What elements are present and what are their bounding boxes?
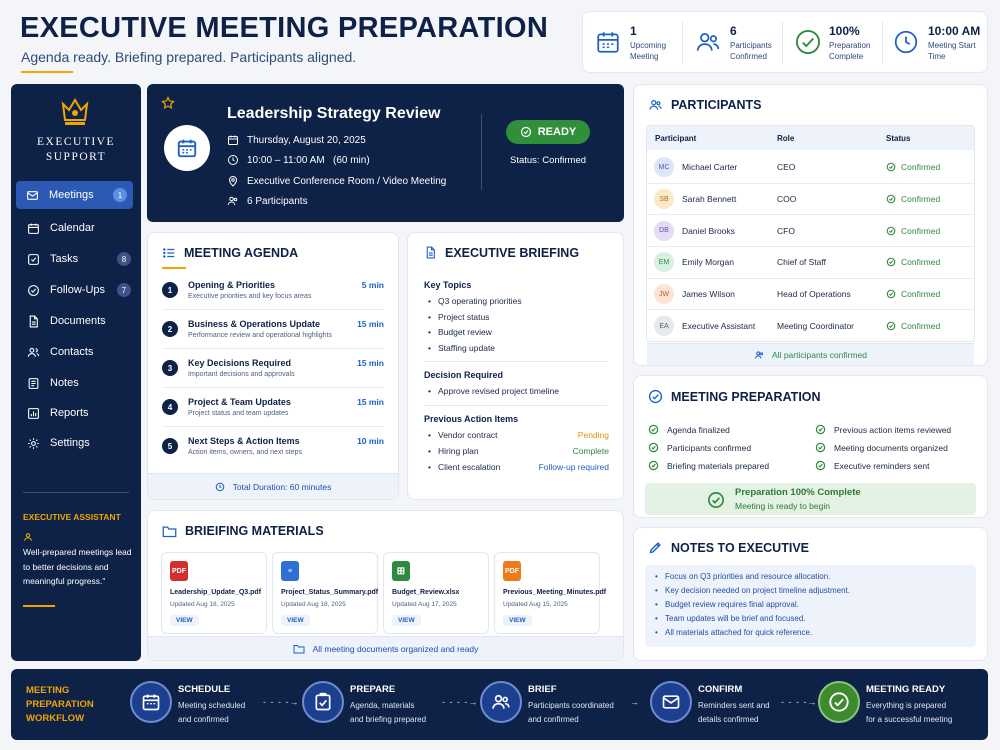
workflow-step-desc: Meeting scheduled and confirmed xyxy=(178,701,246,724)
view-button[interactable]: VIEW xyxy=(170,615,199,626)
file-name: Project_Status_Summary.pdf xyxy=(281,589,379,596)
agenda-title: MEETING AGENDA xyxy=(162,246,298,260)
column-header: Participant xyxy=(655,134,697,143)
item-number: 2 xyxy=(162,321,178,337)
stat-value: 100% xyxy=(829,24,860,38)
check-circle-icon xyxy=(886,226,896,236)
key-topics-heading: Key Topics xyxy=(424,280,472,290)
note-item: • Budget review requires final approval. xyxy=(653,600,968,614)
item-desc: Executive priorities and key focus areas xyxy=(188,293,312,300)
file-updated: Updated Aug 18, 2025 xyxy=(281,601,346,608)
count-badge: 8 xyxy=(117,252,131,266)
meeting-date: Thursday, August 20, 2025 xyxy=(227,134,366,146)
sidebar-item-reports[interactable] xyxy=(17,400,137,426)
check-circle-icon xyxy=(886,321,896,331)
sidebar-item-contacts[interactable] xyxy=(17,339,137,365)
item-title: Next Steps & Action Items xyxy=(188,436,300,446)
workflow-step-title: MEETING READY xyxy=(866,684,946,695)
check-circle-icon xyxy=(27,284,40,297)
preparation-title: MEETING PREPARATION xyxy=(648,389,821,404)
stat-label: Preparation Complete xyxy=(829,41,871,61)
item-desc: Action items, owners, and next steps xyxy=(188,449,302,456)
status-confirmed: Confirmed xyxy=(886,289,940,299)
table-row[interactable] xyxy=(646,215,975,247)
arrow-icon: - - - -→ xyxy=(442,697,479,707)
folder-icon xyxy=(162,525,177,538)
envelope-icon xyxy=(26,189,39,202)
item-number: 5 xyxy=(162,438,178,454)
check-circle-icon xyxy=(815,460,826,471)
participant-role: CEO xyxy=(777,162,796,173)
sidebar-item-meetings[interactable] xyxy=(16,181,133,209)
users-icon xyxy=(227,195,239,207)
sidebar-item-label: Notes xyxy=(50,377,79,389)
check-circle-icon xyxy=(648,460,659,471)
stats-bar xyxy=(582,11,988,73)
file-card[interactable] xyxy=(161,552,267,634)
document-icon xyxy=(424,245,437,260)
item-number: 1 xyxy=(162,282,178,298)
check-circle-icon xyxy=(815,424,826,435)
avatar: SB xyxy=(654,189,674,209)
avatar: EM xyxy=(654,252,674,272)
divider xyxy=(424,361,607,362)
item-desc: Project status and team updates xyxy=(188,410,289,417)
status-text: Complete xyxy=(572,446,609,456)
participant-name: Michael Carter xyxy=(682,162,738,173)
workflow-step-title: SCHEDULE xyxy=(178,684,231,695)
item-duration: 15 min xyxy=(357,397,384,407)
participant-role: Meeting Coordinator xyxy=(777,321,855,332)
item-desc: Performance review and operational highlights xyxy=(188,332,332,339)
table-header xyxy=(647,126,974,150)
note-item: • Focus on Q3 priorities and resource allocation. xyxy=(653,572,968,586)
pdf-icon: PDF xyxy=(170,561,188,581)
stat-label: Upcoming Meeting xyxy=(630,41,667,61)
participant-role: COO xyxy=(777,194,797,205)
participant-role: CFO xyxy=(777,225,795,236)
check-circle-icon xyxy=(648,442,659,453)
sidebar-item-notes[interactable] xyxy=(17,370,137,396)
avatar: JW xyxy=(654,284,674,304)
item-title: Business & Operations Update xyxy=(188,319,321,329)
column-header: Status xyxy=(886,134,911,143)
stat-label: Meeting Start Time xyxy=(928,41,976,61)
title-underline xyxy=(162,267,186,269)
agenda-item[interactable] xyxy=(162,311,384,349)
check-circle-icon xyxy=(815,442,826,453)
view-button[interactable]: VIEW xyxy=(392,615,421,626)
check-circle-icon xyxy=(648,389,663,404)
list-item: • Client escalation Follow-up required xyxy=(424,462,609,478)
table-row[interactable] xyxy=(646,311,975,343)
workflow-step-desc: Agenda, materials and briefing prepared xyxy=(350,701,427,724)
checklist-item: Agenda finalized xyxy=(648,424,730,435)
count-badge: 1 xyxy=(113,188,127,202)
sidebar-item-calendar[interactable] xyxy=(17,215,137,241)
file-name: Budget_Review.xlsx xyxy=(392,589,460,596)
notes-list xyxy=(645,565,976,647)
notes-card xyxy=(633,527,988,661)
calendar-icon xyxy=(27,222,40,235)
stat-value: 6 xyxy=(730,24,737,38)
star-icon[interactable] xyxy=(161,96,175,115)
file-card[interactable] xyxy=(494,552,607,634)
pencil-icon xyxy=(648,540,663,555)
calendar-icon xyxy=(595,29,621,60)
meeting-location: Executive Conference Room / Video Meeting xyxy=(227,175,446,187)
decision-heading: Decision Required xyxy=(424,370,504,380)
stat-value: 10:00 AM xyxy=(928,24,981,38)
avatar: EA xyxy=(654,316,674,336)
participant-role: Chief of Staff xyxy=(777,257,826,268)
briefing-card xyxy=(407,232,624,500)
gear-icon xyxy=(27,437,40,450)
list-item: • Project status xyxy=(424,312,614,328)
sidebar-item-label: Settings xyxy=(50,437,90,449)
check-circle-icon xyxy=(707,491,725,514)
sidebar xyxy=(11,84,141,661)
page-subtitle: Agenda ready. Briefing prepared. Participants aligned. xyxy=(21,49,357,65)
briefing-title: EXECUTIVE BRIEFING xyxy=(424,245,579,260)
previous-list xyxy=(424,430,609,478)
checklist-item: Executive reminders sent xyxy=(815,460,929,471)
file-name: Previous_Meeting_Minutes.pdf xyxy=(503,589,607,596)
item-desc: Important decisions and approvals xyxy=(188,371,295,378)
preparation-complete-banner xyxy=(645,483,976,515)
complete-title: Preparation 100% Complete xyxy=(735,487,861,498)
users-icon xyxy=(695,29,721,60)
view-button[interactable]: VIEW xyxy=(503,615,532,626)
table-row[interactable] xyxy=(646,279,975,311)
workflow-step-desc: Reminders sent and details confirmed xyxy=(698,701,770,724)
check-circle-icon xyxy=(886,194,896,204)
table-row[interactable] xyxy=(646,184,975,216)
divider xyxy=(782,22,783,64)
note-item: • Key decision needed on project timeline adjustment. xyxy=(653,586,968,600)
check-square-icon xyxy=(27,253,40,266)
document-icon xyxy=(27,315,40,328)
file-updated: Updated Aug 17, 2025 xyxy=(392,601,457,608)
agenda-card xyxy=(147,232,399,500)
agenda-item[interactable] xyxy=(162,389,384,427)
check-circle-icon xyxy=(794,28,822,61)
notes-icon xyxy=(27,377,40,390)
page-title: EXECUTIVE MEETING PREPARATION xyxy=(20,12,549,44)
file-card[interactable] xyxy=(383,552,489,634)
count-badge: 7 xyxy=(117,283,131,297)
ready-status-badge: READY xyxy=(506,120,590,144)
key-topics-list xyxy=(424,296,614,358)
check-circle-icon xyxy=(886,289,896,299)
item-title: Key Decisions Required xyxy=(188,358,292,368)
sidebar-item-label: Tasks xyxy=(50,253,79,265)
list-item: • Staffing update xyxy=(424,343,614,359)
preparation-card xyxy=(633,375,988,518)
stat-label: Participants Confirmed xyxy=(730,41,772,61)
item-number: 4 xyxy=(162,399,178,415)
brand-line-1: EXECUTIVE xyxy=(36,136,115,148)
column-header: Role xyxy=(777,134,795,143)
arrow-icon: - - - -→ xyxy=(781,697,818,707)
sidebar-item-label: Follow-Ups xyxy=(50,284,106,296)
users-icon xyxy=(754,350,765,360)
note-item: • All materials attached for quick reference. xyxy=(653,628,968,642)
meeting-time: 10:00 – 11:00 AM (60 min) xyxy=(227,154,370,166)
item-duration: 10 min xyxy=(357,436,384,446)
check-circle-icon xyxy=(648,424,659,435)
sidebar-item-label: Reports xyxy=(50,407,89,419)
doc-icon: ≡ xyxy=(281,561,299,581)
decision-list xyxy=(424,386,614,402)
mail-icon xyxy=(650,681,692,723)
check-circle-icon xyxy=(886,257,896,267)
participants-footer: All participants confirmed xyxy=(647,343,974,365)
folder-icon xyxy=(293,644,305,654)
workflow-step-desc: Participants coordinated and confirmed xyxy=(528,701,614,724)
sidebar-item-follow-ups[interactable] xyxy=(17,277,137,303)
participants-title: PARTICIPANTS xyxy=(648,98,762,112)
clock-icon xyxy=(893,29,919,60)
sidebar-item-documents[interactable] xyxy=(17,308,137,334)
participant-name: Executive Assistant xyxy=(682,321,756,332)
agenda-item[interactable] xyxy=(162,428,384,466)
materials-title: BRIEIFING MATERIALS xyxy=(162,524,324,538)
participants-card xyxy=(633,84,988,366)
assistant-quote: Well-prepared meetings lead to better decisions and meaningful progress." xyxy=(23,547,132,586)
title-underline xyxy=(21,71,73,73)
spreadsheet-icon: ⊞ xyxy=(392,561,410,581)
workflow-step-desc: Everything is prepared for a successful meeting xyxy=(866,701,953,724)
sidebar-item-label: Meetings xyxy=(49,189,94,201)
status-confirmed: Confirmed xyxy=(886,162,940,172)
participant-name: James Wilson xyxy=(682,289,735,300)
calendar-icon xyxy=(227,134,239,146)
crown-logo-icon xyxy=(60,96,90,135)
list-item: • Budget review xyxy=(424,327,614,343)
checklist-item: Previous action items reviewed xyxy=(815,424,951,435)
clock-icon xyxy=(215,482,225,492)
arrow-icon: → xyxy=(630,697,640,707)
workflow-step-title: CONFIRM xyxy=(698,684,743,695)
workflow-label: MEETING PREPARATION WORKFLOW xyxy=(26,685,94,724)
contacts-icon xyxy=(27,346,40,359)
status-text: Follow-up required xyxy=(538,462,609,472)
reports-icon xyxy=(27,407,40,420)
status-confirmed: Confirmed xyxy=(886,226,940,236)
item-duration: 5 min xyxy=(361,280,384,290)
arrow-icon: - - - -→ xyxy=(263,697,300,707)
sidebar-item-label: Contacts xyxy=(50,346,94,358)
materials-footer: All meeting documents organized and ready xyxy=(148,636,623,660)
previous-heading: Previous Action Items xyxy=(424,414,519,424)
item-title: Opening & Priorities xyxy=(188,280,276,290)
item-title: Project & Team Updates xyxy=(188,397,291,407)
workflow-step-title: BRIEF xyxy=(528,684,557,695)
check-circle-icon xyxy=(520,126,532,138)
sidebar-item-label: Calendar xyxy=(50,222,95,234)
stat-value: 1 xyxy=(630,24,637,38)
assistant-title: EXECUTIVE ASSISTANT xyxy=(23,512,121,522)
divider xyxy=(682,22,683,64)
divider xyxy=(23,492,129,493)
complete-subtitle: Meeting is ready to begin xyxy=(735,501,830,511)
clipboard-check-icon xyxy=(302,681,344,723)
divider xyxy=(424,405,607,406)
divider xyxy=(481,114,482,190)
status-confirmed: Confirmed xyxy=(886,321,940,331)
item-number: 3 xyxy=(162,360,178,376)
file-updated: Updated Aug 18, 2025 xyxy=(170,601,235,608)
status-confirmed: Confirmed xyxy=(886,194,940,204)
notes-title: NOTES TO EXECUTIVE xyxy=(648,540,809,555)
calendar-icon xyxy=(130,681,172,723)
status-text: Status: Confirmed xyxy=(510,155,587,166)
brand-line-2: SUPPORT xyxy=(45,151,107,163)
item-duration: 15 min xyxy=(357,358,384,368)
list-item: • Vendor contract Pending xyxy=(424,430,609,446)
agenda-item[interactable] xyxy=(162,272,384,310)
note-item: • Team updates will be brief and focused. xyxy=(653,614,968,628)
item-duration: 15 min xyxy=(357,319,384,329)
calendar-icon xyxy=(164,125,210,171)
view-button[interactable]: VIEW xyxy=(281,615,310,626)
meeting-card xyxy=(147,84,624,222)
avatar: DB xyxy=(654,221,674,241)
agenda-total: Total Duration: 60 minutes xyxy=(148,473,398,499)
checklist-item: Briefing materials prepared xyxy=(648,460,769,471)
list-icon xyxy=(162,246,176,260)
workflow-step-title: PREPARE xyxy=(350,684,396,695)
agenda-item[interactable] xyxy=(162,350,384,388)
participant-name: Emily Morgan xyxy=(682,257,734,268)
users-icon xyxy=(648,98,663,112)
meeting-title: Leadership Strategy Review xyxy=(227,105,441,122)
sidebar-item-tasks[interactable] xyxy=(17,246,137,272)
status-text: Pending xyxy=(577,430,609,440)
status-confirmed: Confirmed xyxy=(886,257,940,267)
file-name: Leadership_Update_Q3.pdf xyxy=(170,589,262,596)
location-pin-icon xyxy=(227,175,239,187)
file-updated: Updated Aug 15, 2025 xyxy=(503,601,568,608)
checklist-item: Participants confirmed xyxy=(648,442,751,453)
avatar: MC xyxy=(654,157,674,177)
file-card[interactable] xyxy=(272,552,378,634)
sidebar-item-label: Documents xyxy=(50,315,106,327)
list-item: • Hiring plan Complete xyxy=(424,446,609,462)
check-circle-icon xyxy=(886,162,896,172)
list-item: • Approve revised project timeline xyxy=(424,386,614,402)
checklist-item: Meeting documents organized xyxy=(815,442,948,453)
meeting-participants: 6 Participants xyxy=(227,195,308,207)
clock-icon xyxy=(227,154,239,166)
participant-name: Sarah Bennett xyxy=(682,194,737,205)
quote-underline xyxy=(23,605,55,607)
participant-name: Daniel Brooks xyxy=(682,225,735,236)
participant-role: Head of Operations xyxy=(777,289,851,300)
table-row[interactable] xyxy=(646,152,975,184)
table-row[interactable] xyxy=(646,247,975,279)
pdf-icon: PDF xyxy=(503,561,521,581)
sidebar-item-settings[interactable] xyxy=(17,430,137,456)
divider xyxy=(882,22,883,64)
users-icon xyxy=(480,681,522,723)
list-item: • Q3 operating priorities xyxy=(424,296,614,312)
check-circle-icon xyxy=(818,681,860,723)
